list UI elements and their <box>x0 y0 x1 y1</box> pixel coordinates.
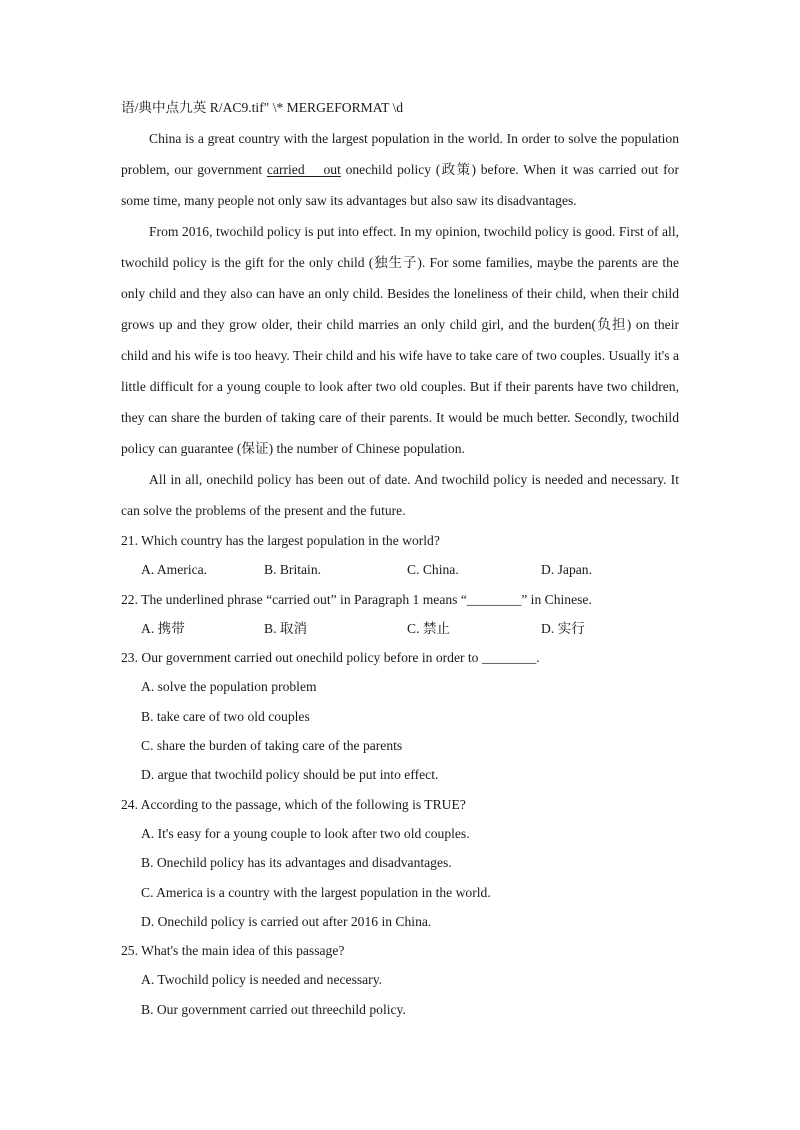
option-a: A. America. <box>141 562 208 578</box>
question-23-stem: 23. Our government carried out onechild policy before in order to ________. <box>121 650 540 666</box>
field-code-header: 语/典中点九英 R/AC9.tif" \* MERGEFORMAT \d <box>121 100 404 115</box>
option-d: D. Japan. <box>541 562 592 578</box>
question-25-stem: 25. What's the main idea of this passage? <box>121 943 345 959</box>
option-b: B. take care of two old couples <box>141 708 310 724</box>
option-b: B. Britain. <box>264 562 322 578</box>
option-a: A. Twochild policy is needed and necessary. <box>141 972 383 988</box>
option-a: A. It's easy for a young couple to look after two old couples. <box>141 825 470 841</box>
question-21-stem: 21. Which country has the largest population in the world? <box>121 533 440 548</box>
option-d: D. 实行 <box>541 620 585 636</box>
option-c: C. 禁止 <box>407 620 451 636</box>
option-d: D. argue that twochild policy should be put into effect. <box>141 767 439 783</box>
passage-paragraph-3: All in all, onechild policy has been out of date. And twochild policy is needed and necessary. It can solve the problems of the present and the future. <box>121 472 679 518</box>
option-b: B. Onechild policy has its advantages and disadvantages. <box>141 855 452 871</box>
option-d: D. Onechild policy is carried out after 2016 in China. <box>141 913 432 929</box>
document-page <box>121 96 679 1024</box>
question-21-options <box>121 555 679 584</box>
option-c: C. America is a country with the largest population in the world. <box>141 884 491 900</box>
passage-paragraph-2: From 2016, twochild policy is put into effect. In my opinion, twochild policy is good. First of all, twochild policy is the gift for the only child (独生子). For some families, maybe the parents are the only child and they also can have an only child. Besides the loneliness of their child, when their child grows up and they grow older, their child marries an only child girl, and the burden(负担) on their child and his wife is too heavy. Their child and his wife have to take care of two couples. Usually it's a little difficult for a young couple to look after two old couples. But if their parents have two children, they can share the burden of taking care of their parents. It would be much better. Secondly, twochild policy can guarantee (保证) the number of Chinese population. <box>121 224 679 456</box>
option-b: B. 取消 <box>264 620 308 636</box>
question-24-stem: 24. According to the passage, which of the following is TRUE? <box>121 796 466 812</box>
option-a: A. 携带 <box>141 620 185 636</box>
option-a: A. solve the population problem <box>141 679 317 695</box>
question-22-stem: 22. The underlined phrase “carried out” in Paragraph 1 means “________” in Chinese. <box>121 591 592 607</box>
option-c: C. China. <box>407 562 459 578</box>
passage-paragraph-1: China is a great country with the largest population in the world. In order to solve the population problem, our government carried out onechild policy (政策) before. When it was carried out for some time, many people not only saw its advantages but also saw its disadvantages. <box>121 131 679 208</box>
underlined-phrase: carried out <box>266 162 341 177</box>
question-22-options <box>121 614 679 643</box>
option-c: C. share the burden of taking care of the parents <box>141 738 403 754</box>
option-b: B. Our government carried out threechild policy. <box>141 1001 406 1017</box>
